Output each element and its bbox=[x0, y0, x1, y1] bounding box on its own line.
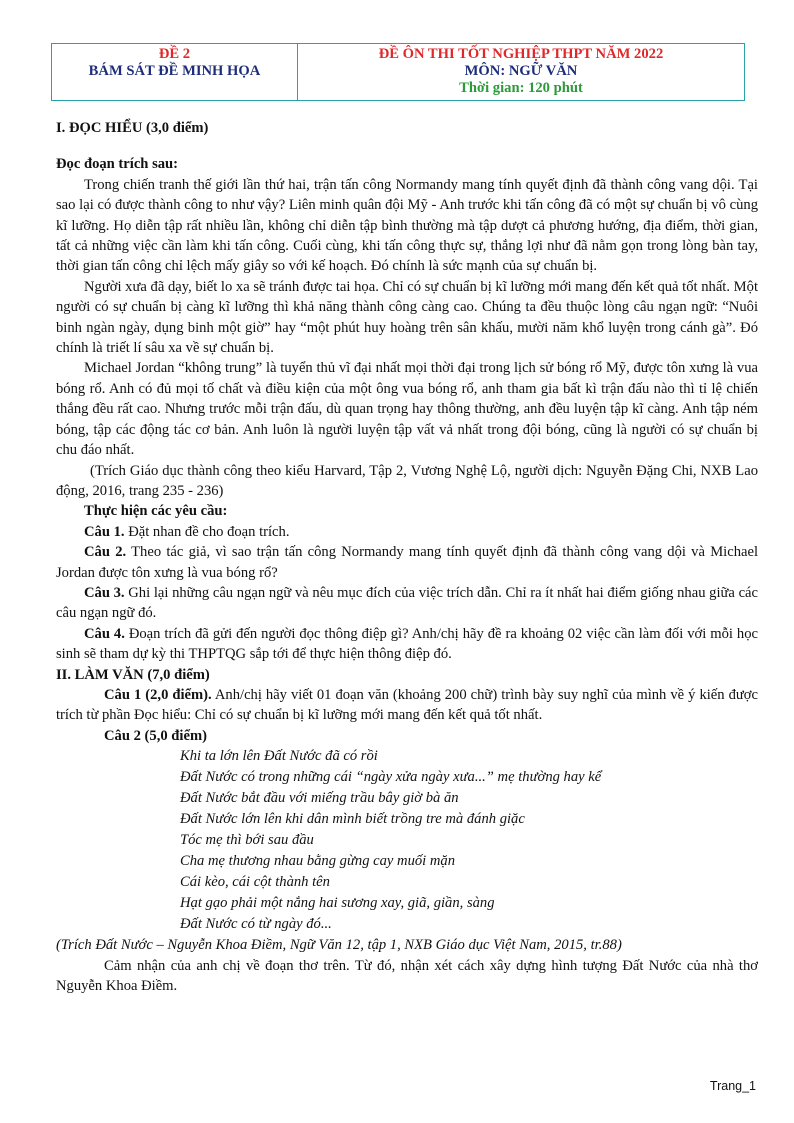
poem-line: Cái kèo, cái cột thành tên bbox=[180, 874, 330, 891]
poem-line: Đất Nước lớn lên khi dân mình biết trồng tre mà đánh giặc bbox=[180, 811, 525, 828]
poem-line: Đất Nước có từ ngày đó... bbox=[180, 916, 332, 933]
question-2-text: Theo tác giả, vì sao trận tấn công Normandy mang tính quyết định đã thành công vang dội và Michael Jordan được tôn xưng là vua bóng rổ? bbox=[56, 544, 759, 581]
question-4 bbox=[56, 624, 758, 665]
question-3-text: Ghi lại những câu ngạn ngữ và nêu mục đích của việc trích dẫn. Chỉ ra ít nhất hai điểm giống nhau giữa các câu ngạn ngữ đó. bbox=[56, 584, 759, 622]
poem-line: Khi ta lớn lên Đất Nước đã có rồi bbox=[180, 748, 378, 765]
writing-question-1-text: Anh/chị hãy viết 01 đoạn văn (khoảng 200 chữ) trình bày suy nghĩ của mình về ý kiến được trích từ phần Đọc hiểu: Chỉ có sự chuẩn bị kĩ lưỡng mới mang đến kết quả tốt nhất. bbox=[56, 686, 758, 724]
poem-excerpt bbox=[180, 746, 758, 935]
question-1 bbox=[56, 522, 758, 542]
poem-line: Tóc mẹ thì bới sau đầu bbox=[180, 832, 314, 849]
exam-header bbox=[51, 43, 745, 101]
writing-question-2-label: Câu 2 (5,0 điểm) bbox=[104, 727, 207, 744]
poem-line: Đất Nước có trong những cái “ngày xửa ngày xưa...” mẹ thường hay kể bbox=[180, 769, 602, 786]
page-number: Trang_1 bbox=[709, 1079, 756, 1093]
exam-subtitle: BÁM SÁT ĐỀ MINH HỌA bbox=[88, 63, 261, 79]
writing-question-1 bbox=[56, 685, 758, 726]
writing-question-2-prompt: Cảm nhận của anh chị về đoạn thơ trên. Từ đó, nhận xét cách xây dựng hình tượng Đất Nước của nhà thơ Nguyễn Khoa Điềm. bbox=[56, 957, 758, 994]
passage-source: (Trích Giáo dục thành công theo kiểu Harvard, Tập 2, Vương Nghệ Lộ, người dịch: Nguyễn Đặng Chi, NXB Lao động, 2016, trang 235 - 236) bbox=[56, 462, 758, 499]
exam-title: ĐỀ ÔN THI TỐT NGHIỆP THPT NĂM 2022 bbox=[378, 46, 664, 62]
question-2-label: Câu 2. bbox=[84, 544, 127, 561]
question-2 bbox=[56, 542, 758, 583]
poem-source: (Trích Đất Nước – Nguyễn Khoa Điềm, Ngữ Văn 12, tập 1, NXB Giáo dục Việt Nam, 2015, tr.88) bbox=[56, 937, 622, 954]
question-1-label: Câu 1. bbox=[84, 523, 125, 540]
passage-paragraph-1: Trong chiến tranh thế giới lần thứ hai, trận tấn công Normandy mang tính quyết định đã thành công vang dội. Tại sao lại có được thành công to như vậy? Liên minh quân đội Mỹ - Anh trước khi tấn công đã có một sự chuẩn bị vô cùng kĩ lưỡng. Họ diễn tập rất nhiều lần, không chỉ diễn tập bình thường mà tập dượt cả phương hướng, địa điểm, thời gian, tất cả những việc cần làm khi tấn công. Cuối cùng, khi tấn công thực sự, thắng lợi như đã nằm gọn trong lòng bàn tay, thời gian tấn công chỉ lệch mấy giây so với kế hoạch. Đó chính là sức mạnh của sự chuẩn bị. bbox=[56, 176, 758, 275]
poem-line: Cha mẹ thương nhau bằng gừng cay muối mặn bbox=[180, 853, 456, 870]
poem-line: Đất Nước bắt đầu với miếng trầu bây giờ bà ăn bbox=[180, 790, 459, 807]
question-3-label: Câu 3. bbox=[84, 584, 125, 601]
passage-paragraph-3: Michael Jordan “không trung” là tuyển thủ vĩ đại nhất mọi thời đại trong lịch sử bóng rổ Mỹ, được tôn xưng là vua bóng rổ. Anh có đủ mọi tố chất và điều kiện của một ông vua bóng rổ, anh tham gia bất kì trận đấu nào thì tỉ lệ chiến thắng đều rất cao. Nhưng trước mỗi trận đấu, dù quan trọng hay thông thường, anh đều luyện tập kĩ càng. Anh tập ném bóng, tập các động tác cơ bản. Anh luôn là người luyện tập vất vả nhất trong đội bóng, cũng là người có sự chuẩn bị chu đáo nhất. bbox=[56, 360, 758, 459]
question-4-text: Đoạn trích đã gửi đến người đọc thông điệp gì? Anh/chị hãy đề ra khoảng 02 việc cần làm đối với mỗi học sinh sẽ tham dự kỳ thi THPTQG sắp tới để thực hiện thông điệp đó. bbox=[56, 625, 758, 663]
reading-intro: Đọc đoạn trích sau: bbox=[56, 156, 179, 173]
question-3 bbox=[56, 583, 758, 624]
passage-paragraph-2: Người xưa đã dạy, biết lo xa sẽ tránh được tai họa. Chỉ có sự chuẩn bị kĩ lưỡng mới mang đến kết quả tốt nhất. Một người có sự chuẩn bị càng kĩ lưỡng thì khả năng thành công càng cao. Chúng ta đều thuộc lòng câu ngạn ngữ: “Nuôi binh ngàn ngày, dụng binh một giờ” hay “một phút huy hoàng trên sân khấu, mười năm khổ luyện trong cánh gà”. Đó chính là triết lí sâu xa về sự chuẩn bị. bbox=[56, 278, 758, 357]
header-left-cell bbox=[52, 44, 298, 100]
exam-number: ĐỀ 2 bbox=[158, 46, 191, 62]
poem-line: Hạt gạo phải một nắng hai sương xay, giã, giần, sàng bbox=[180, 895, 495, 912]
document-body bbox=[56, 118, 758, 996]
question-4-label: Câu 4. bbox=[84, 625, 125, 642]
section2-heading: II. LÀM VĂN (7,0 điểm) bbox=[56, 666, 210, 683]
header-right-cell bbox=[298, 44, 744, 100]
writing-question-1-label: Câu 1 (2,0 điểm). bbox=[104, 686, 212, 703]
exam-subject: MÔN: NGỮ VĂN bbox=[464, 63, 578, 79]
section1-heading: I. ĐỌC HIỂU (3,0 điểm) bbox=[56, 120, 209, 136]
question-1-text: Đặt nhan đề cho đoạn trích. bbox=[124, 523, 290, 540]
exam-duration: Thời gian: 120 phút bbox=[459, 80, 583, 96]
requirements-heading: Thực hiện các yêu cầu: bbox=[84, 503, 228, 520]
